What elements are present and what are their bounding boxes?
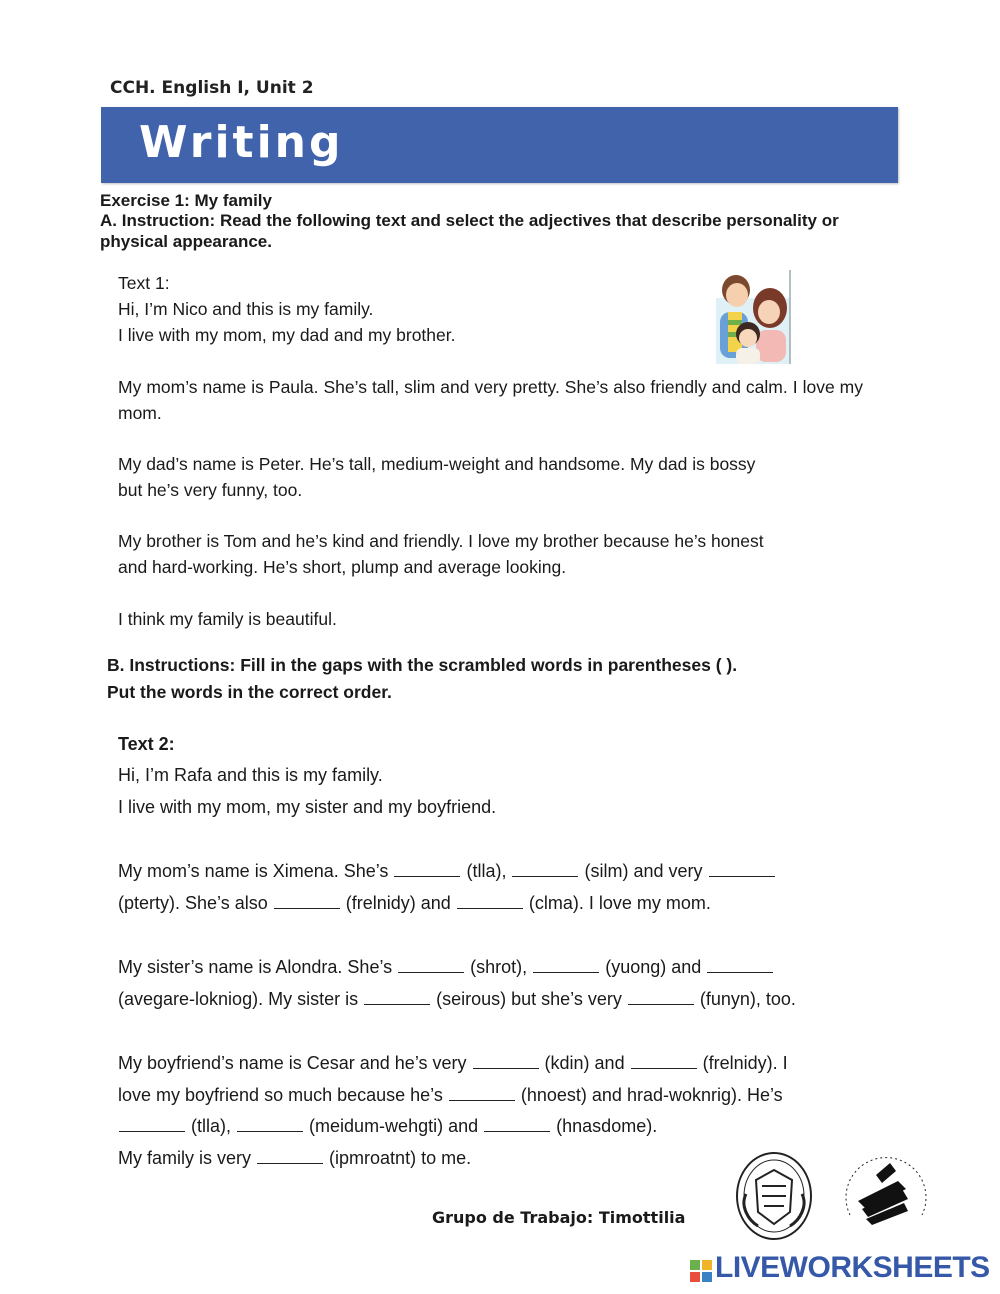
text1-para-brother-1: My brother is Tom and he’s kind and friendly. I love my brother because he’s honest <box>118 531 764 551</box>
gap-input[interactable] <box>707 955 773 973</box>
text1-line1: Hi, I’m Nico and this is my family. <box>118 299 374 319</box>
exercise-title: Exercise 1: My family <box>100 191 272 210</box>
text2-sister-line2: (avegare-lokniog). My sister is (seirous) but she’s very (funyn), too. <box>118 989 796 1009</box>
title-banner <box>101 107 898 183</box>
text2-sister-line1: My sister’s name is Alondra. She’s (shrot), (yuong) and <box>118 951 774 983</box>
unam-seal-icon <box>734 1150 814 1242</box>
gap-input[interactable] <box>398 955 464 973</box>
text2-boyfriend-line1: My boyfriend’s name is Cesar and he’s very (kdin) and (frelnidy). I <box>118 1053 788 1073</box>
liveworksheets-logo-icon <box>690 1256 712 1278</box>
course-label: CCH. English I, Unit 2 <box>110 78 314 98</box>
gap-input[interactable] <box>473 1051 539 1069</box>
gap-input[interactable] <box>274 891 340 909</box>
gap-input[interactable] <box>394 859 460 877</box>
text2-mom-line2: (pterty). She’s also (frelnidy) and (clma). I love my mom. <box>118 893 711 913</box>
cch-logo-icon <box>836 1145 932 1241</box>
instruction-b-line2: Put the words in the correct order. <box>107 682 392 702</box>
family-illustration-icon <box>712 268 794 368</box>
text1-para-dad-2: but he’s very funny, too. <box>118 480 303 500</box>
text1-line2: I live with my mom, my dad and my brother. <box>118 325 456 345</box>
gap-input[interactable] <box>364 987 430 1005</box>
text2-boyfriend-line2: love my boyfriend so much because he’s (hnoest) and hrad-woknrig). He’s <box>118 1085 783 1105</box>
text1-para-mom: My mom’s name is Paula. She’s tall, slim and very pretty. She’s also friendly and calm. I love my mom. <box>118 377 863 423</box>
text2-line2: I live with my mom, my sister and my boyfriend. <box>118 797 497 817</box>
gap-input[interactable] <box>119 1114 185 1132</box>
text2-mom-line1: My mom’s name is Ximena. She’s (tlla), (silm) and very <box>118 855 776 887</box>
text1-para-dad-1: My dad’s name is Peter. He’s tall, medium-weight and handsome. My dad is bossy <box>118 454 756 474</box>
gap-input[interactable] <box>631 1051 697 1069</box>
gap-input[interactable] <box>257 1146 323 1164</box>
text2-label: Text 2: <box>118 734 175 754</box>
text2-family-line: My family is very (ipmroatnt) to me. <box>118 1148 472 1168</box>
text2-boyfriend-line3: (tlla), (meidum-wehgti) and (hnasdome). <box>118 1110 657 1142</box>
group-credit: Grupo de Trabajo: Timottilia <box>432 1208 686 1227</box>
gap-input[interactable] <box>237 1114 303 1132</box>
text1-closing: I think my family is beautiful. <box>118 609 337 629</box>
gap-input[interactable] <box>709 859 775 877</box>
gap-input[interactable] <box>628 987 694 1005</box>
gap-input[interactable] <box>512 859 578 877</box>
gap-input[interactable] <box>457 891 523 909</box>
gap-input[interactable] <box>533 955 599 973</box>
instruction-a: A. Instruction: Read the following text and select the adjectives that describe personality or physical appearance. <box>100 211 839 251</box>
gap-input[interactable] <box>484 1114 550 1132</box>
text1-label: Text 1: <box>118 273 170 293</box>
gap-input[interactable] <box>449 1083 515 1101</box>
text2-line1: Hi, I’m Rafa and this is my family. <box>118 765 383 785</box>
instruction-b-line1: B. Instructions: Fill in the gaps with the scrambled words in parentheses ( ). <box>107 655 738 675</box>
liveworksheets-brand[interactable]: LIVEWORKSHEETS <box>690 1251 990 1285</box>
page-title: Writing <box>139 117 344 168</box>
text1-para-brother-2: and hard-working. He’s short, plump and average looking. <box>118 557 567 577</box>
